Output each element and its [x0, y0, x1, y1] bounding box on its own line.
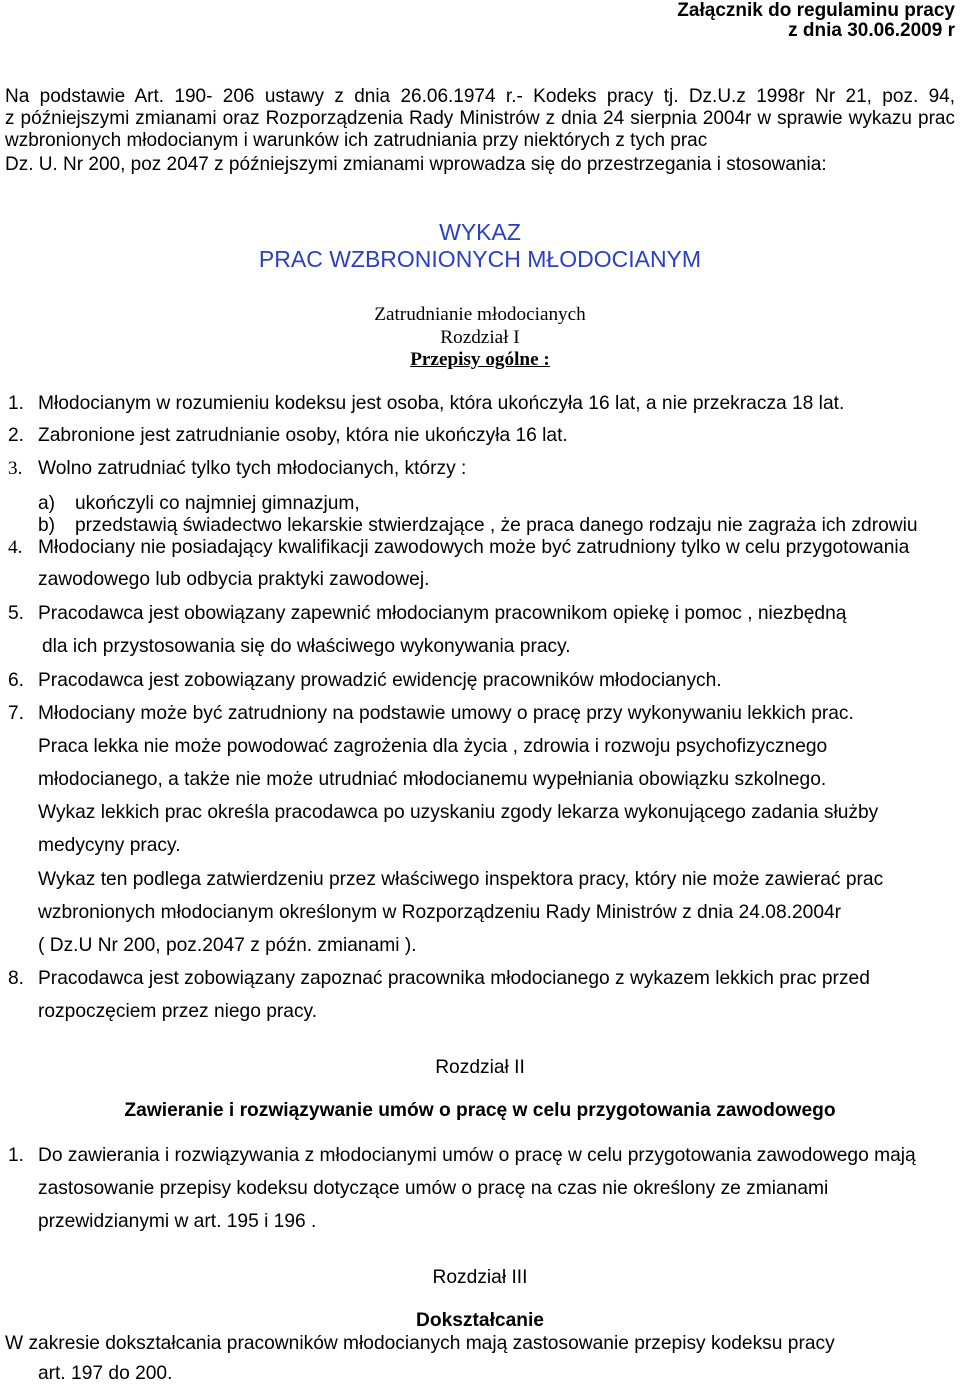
intro-line: z późniejszymi zmianami oraz Rozporządzenia Rady Ministrów z dnia 24 sierpnia 2004r w sprawie wykazu prac	[5, 108, 955, 129]
paragraph-line: art. 197 do 200.	[38, 1363, 173, 1384]
item-continuation: zawodowego lub odbycia praktyki zawodowej.	[38, 569, 430, 590]
chapter-heading: Dokształcanie	[416, 1310, 544, 1331]
item-number: 1.	[8, 393, 25, 414]
item-number: 1.	[8, 1145, 25, 1166]
item-number: 3.	[8, 458, 23, 479]
paragraph-line: W zakresie dokształcania pracowników młodocianych mają zastosowanie przepisy kodeksu pracy	[5, 1333, 835, 1354]
intro-line: Dz. U. Nr 200, poz 2047 z późniejszymi zmianami wprowadza się do przestrzegania i stosowania:	[5, 154, 827, 175]
list-title: WYKAZ	[439, 219, 521, 245]
item-continuation: Praca lekka nie może powodować zagrożenia dla życia , zdrowia i rozwoju psychofizycznego	[38, 736, 828, 757]
subitem-label: b)	[38, 515, 56, 536]
item-text: Do zawierania i rozwiązywania z młodocianymi umów o pracę w celu przygotowania zawodowego mają	[38, 1145, 916, 1166]
item-continuation: medycyny pracy.	[38, 835, 181, 856]
subitem-label: a)	[38, 493, 56, 514]
item-text: Zabronione jest zatrudnianie osoby, która nie ukończyła 16 lat.	[38, 425, 568, 446]
item-text: Pracodawca jest zobowiązany zapoznać pracownika młodocianego z wykazem lekkich prac przed	[38, 968, 870, 989]
item-continuation: rozpoczęciem przez niego pracy.	[38, 1001, 318, 1022]
item-continuation: ( Dz.U Nr 200, poz.2047 z późn. zmianami ).	[38, 935, 417, 956]
item-number: 2.	[8, 425, 25, 446]
item-number: 7.	[8, 703, 25, 724]
item-continuation: Wykaz ten podlega zatwierdzeniu przez właściwego inspektora pracy, który nie może zawierać prac	[38, 869, 884, 890]
subitem-text: przedstawią świadectwo lekarskie stwierdzające , że praca danego rodzaju nie zagraża ich zdrowiu	[75, 515, 918, 536]
item-number: 5.	[8, 603, 25, 624]
item-continuation: zastosowanie przepisy kodeksu dotyczące umów o pracę na czas nie określony ze zmianami	[38, 1178, 829, 1199]
item-text: Wolno zatrudniać tylko tych młodocianych, którzy :	[38, 458, 467, 479]
list-subtitle: PRAC WZBRONIONYCH MŁODOCIANYM	[258, 246, 702, 272]
item-continuation: wzbronionych młodocianym określonym w Rozporządzeniu Rady Ministrów z dnia 24.08.2004r	[38, 902, 842, 923]
item-text: Pracodawca jest zobowiązany prowadzić ewidencję pracowników młodocianych.	[38, 670, 722, 691]
item-text: Pracodawca jest obowiązany zapewnić młodocianym pracownikom opiekę i pomoc , niezbędną	[38, 603, 847, 624]
item-continuation: Wykaz lekkich prac określa pracodawca po uzyskaniu zgody lekarza wykonującego zadania służby	[38, 802, 879, 823]
item-continuation: młodocianego, a także nie może utrudniać młodocianemu wypełniania obowiązku szkolnego.	[38, 769, 827, 790]
intro-line: Na podstawie Art. 190- 206 ustawy z dnia 26.06.1974 r.- Kodeks pracy tj. Dz.U.z 1998r Nr 21, poz. 94,	[5, 86, 955, 107]
item-number: 4.	[8, 537, 23, 558]
chapter-label: Rozdział II	[435, 1057, 525, 1078]
item-continuation: dla ich przystosowania się do właściwego wykonywania pracy.	[42, 636, 571, 657]
intro-line: wzbronionych młodocianym i warunków ich zatrudniania przy niektórych z tych prac	[5, 130, 708, 151]
item-text: Młodocianym w rozumieniu kodeksu jest osoba, która ukończyła 16 lat, a nie przekracza 18 lat.	[38, 393, 845, 414]
chapter-label: Rozdział I	[440, 327, 520, 348]
chapter-label: Rozdział III	[432, 1267, 528, 1288]
item-continuation: przewidzianymi w art. 195 i 196 .	[38, 1211, 317, 1232]
item-text: Młodociany może być zatrudniony na podstawie umowy o pracę przy wykonywaniu lekkich prac.	[38, 703, 854, 724]
subitem-text: ukończyli co najmniej gimnazjum,	[75, 493, 360, 514]
attachment-date: z dnia 30.06.2009 r	[788, 20, 955, 41]
section-subtitle: Zatrudnianie młodocianych	[374, 304, 586, 325]
chapter-heading: Zawieranie i rozwiązywanie umów o pracę w celu przygotowania zawodowego	[124, 1100, 836, 1121]
item-text: Młodociany nie posiadający kwalifikacji zawodowych może być zatrudniony tylko w celu przygotowania	[38, 537, 910, 558]
chapter-heading: Przepisy ogólne :	[410, 349, 550, 370]
attachment-title: Załącznik do regulaminu pracy	[677, 0, 955, 21]
item-number: 8.	[8, 968, 25, 989]
item-number: 6.	[8, 670, 25, 691]
